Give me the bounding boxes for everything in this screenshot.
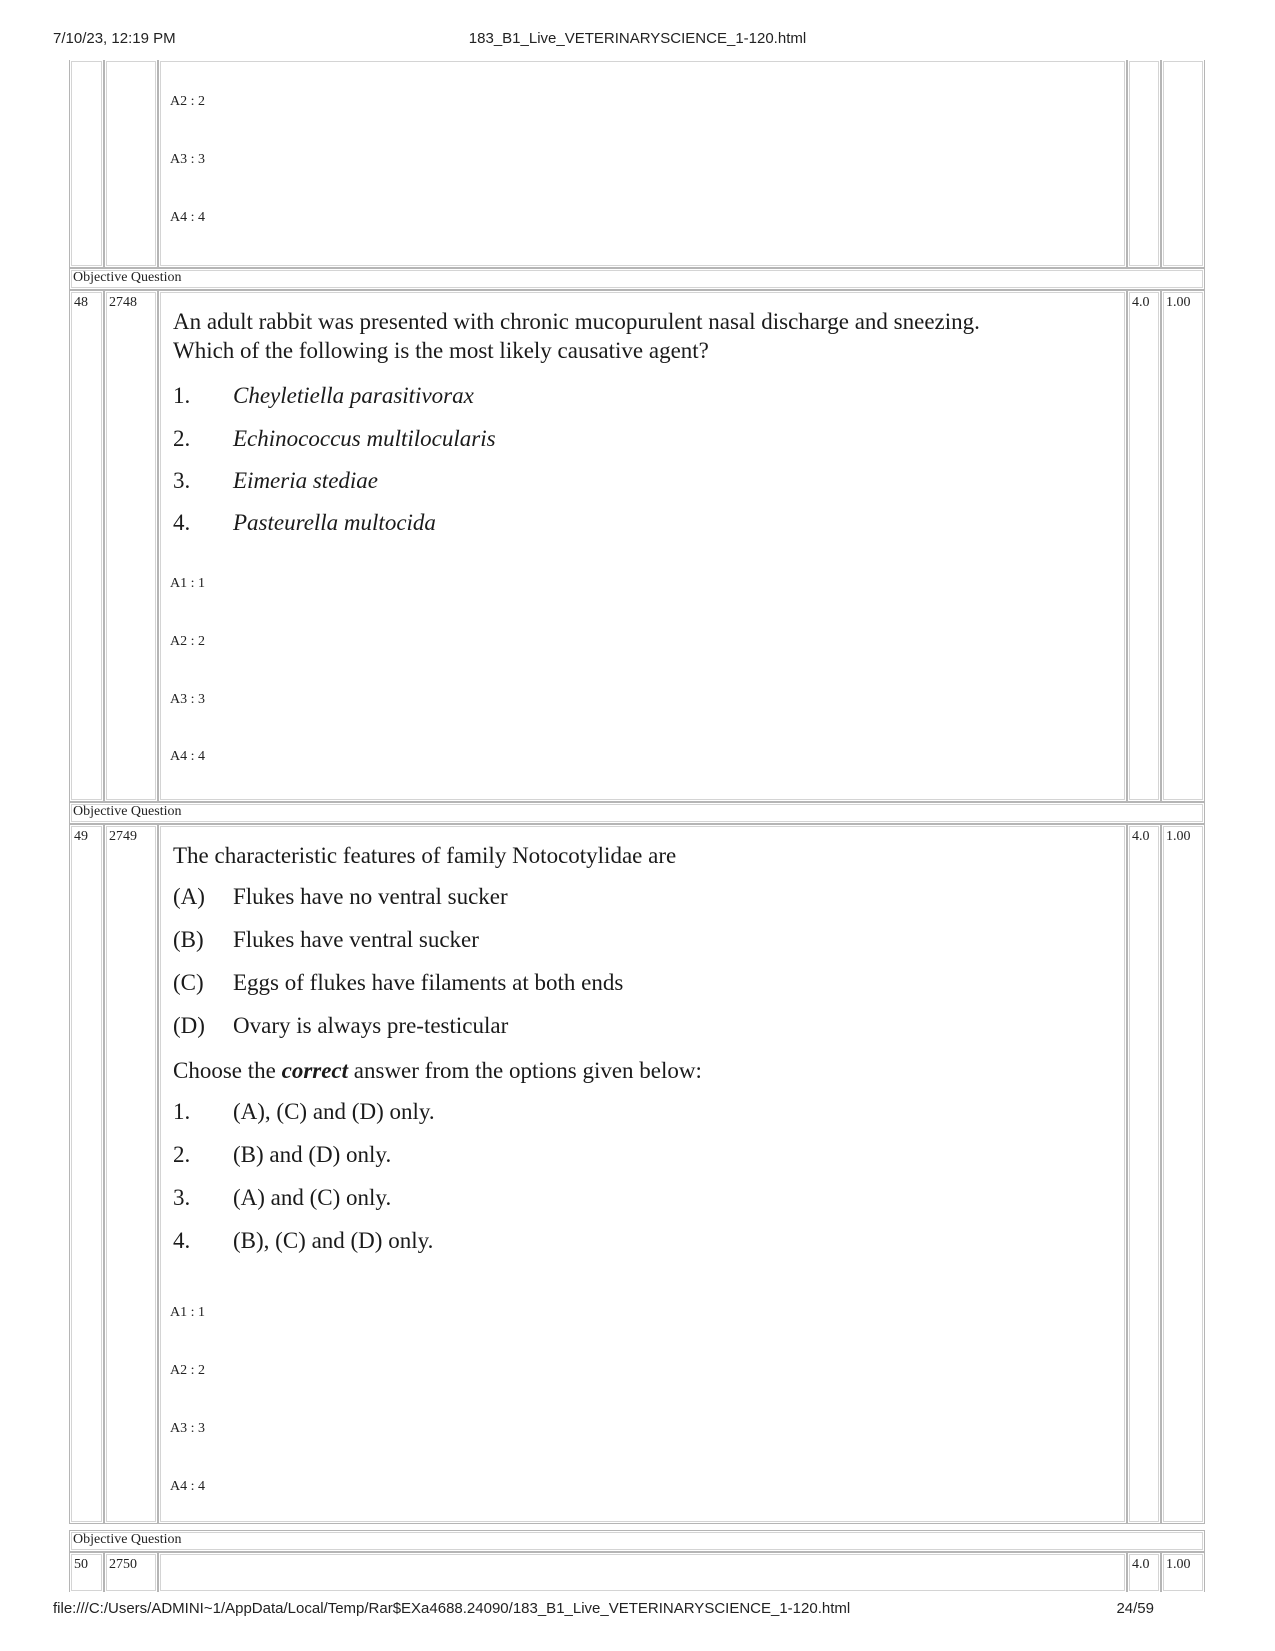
statement-key: (A) [173,884,205,909]
question-text: The characteristic features of family Notocotylidae are [173,843,677,868]
question-text [173,307,1113,365]
choose-instruction-post: answer from the options given below: [348,1058,702,1083]
option-text: Eimeria stediae [233,468,378,493]
option-text: Echinococcus multilocularis [233,426,496,451]
answer-option: A1 : 1 [170,1305,205,1320]
question-negative-marks: 1.00 [1166,829,1191,844]
option-key: 3. [173,1185,191,1210]
section-label: Objective Question [73,1532,182,1547]
question-text-line: An adult rabbit was presented with chronic mucopurulent nasal discharge and sneezing. [173,309,980,334]
q47-body-cell [158,60,1127,268]
question-id: 2750 [109,1557,137,1572]
option-key: 4. [173,510,191,535]
print-datetime: 7/10/23, 12:19 PM [53,30,176,47]
q49-qid-cell [104,824,158,1524]
option-key: 3. [173,468,191,493]
choose-instruction [173,1056,702,1085]
option-text: (B), (C) and (D) only. [233,1228,434,1253]
page-number: 24/59 [1116,1600,1154,1617]
q48-neg-cell [1161,290,1205,802]
q49-neg-cell [1161,824,1205,1524]
choose-instruction-pre: Choose the [173,1058,282,1083]
q50-body-cell [158,1552,1127,1592]
question-id: 2749 [109,829,137,844]
option-text: (A) and (C) only. [233,1185,392,1210]
answer-option: A4 : 4 [170,1479,205,1494]
option-text: (A), (C) and (D) only. [233,1099,435,1124]
question-text-line: Which of the following is the most likely causative agent? [173,338,709,363]
q47-neg-cell [1161,60,1205,268]
option-text: (B) and (D) only. [233,1142,392,1167]
question-marks: 4.0 [1132,829,1150,844]
q49-marks-cell [1127,824,1161,1524]
answer-option: A4 : 4 [170,210,205,225]
section-label: Objective Question [73,804,182,819]
answer-option: A4 : 4 [170,749,205,764]
option-key: 2. [173,1142,191,1167]
option-text: Pasteurella multocida [233,510,436,535]
statement-key: (D) [173,1013,205,1038]
section-label-row [69,1530,1205,1552]
option-key: 4. [173,1228,191,1253]
choose-instruction-emphasis: correct [281,1058,349,1083]
statement-text: Ovary is always pre-testicular [233,1013,509,1038]
question-negative-marks: 1.00 [1166,1557,1191,1572]
question-number: 49 [74,829,88,844]
answer-option: A2 : 2 [170,634,205,649]
answer-option: A3 : 3 [170,1421,205,1436]
q47-qid-cell [104,60,158,268]
section-label: Objective Question [73,270,182,285]
statement-text: Flukes have ventral sucker [233,927,479,952]
question-id: 2748 [109,295,137,310]
q48-sno-cell [69,290,104,802]
q47-sno-cell [69,60,104,268]
answer-option: A1 : 1 [170,576,205,591]
q49-sno-cell [69,824,104,1524]
q48-body-cell [158,290,1127,802]
section-label-row [69,802,1205,824]
answer-option: A3 : 3 [170,692,205,707]
question-marks: 4.0 [1132,1557,1150,1572]
statement-text: Flukes have no ventral sucker [233,884,508,909]
q47-marks-cell [1127,60,1161,268]
statement-key: (C) [173,970,204,995]
document-title: 183_B1_Live_VETERINARYSCIENCE_1-120.html [468,30,807,47]
statement-text: Eggs of flukes have filaments at both ends [233,970,624,995]
statement-key: (B) [173,927,204,952]
section-label-row [69,268,1205,290]
answer-option: A2 : 2 [170,1363,205,1378]
q48-qid-cell [104,290,158,802]
question-number: 48 [74,295,88,310]
question-marks: 4.0 [1132,295,1150,310]
option-text: Cheyletiella parasitivorax [233,383,474,408]
q48-marks-cell [1127,290,1161,802]
file-path: file:///C:/Users/ADMINI~1/AppData/Local/Temp/Rar$EXa4688.24090/183_B1_Live_VETERINARYSCIENCE_1-120.html [53,1600,851,1617]
answer-option: A3 : 3 [170,152,205,167]
answer-option: A2 : 2 [170,94,205,109]
option-key: 1. [173,383,191,408]
option-key: 1. [173,1099,191,1124]
option-key: 2. [173,426,191,451]
question-negative-marks: 1.00 [1166,295,1191,310]
question-number: 50 [74,1557,88,1572]
